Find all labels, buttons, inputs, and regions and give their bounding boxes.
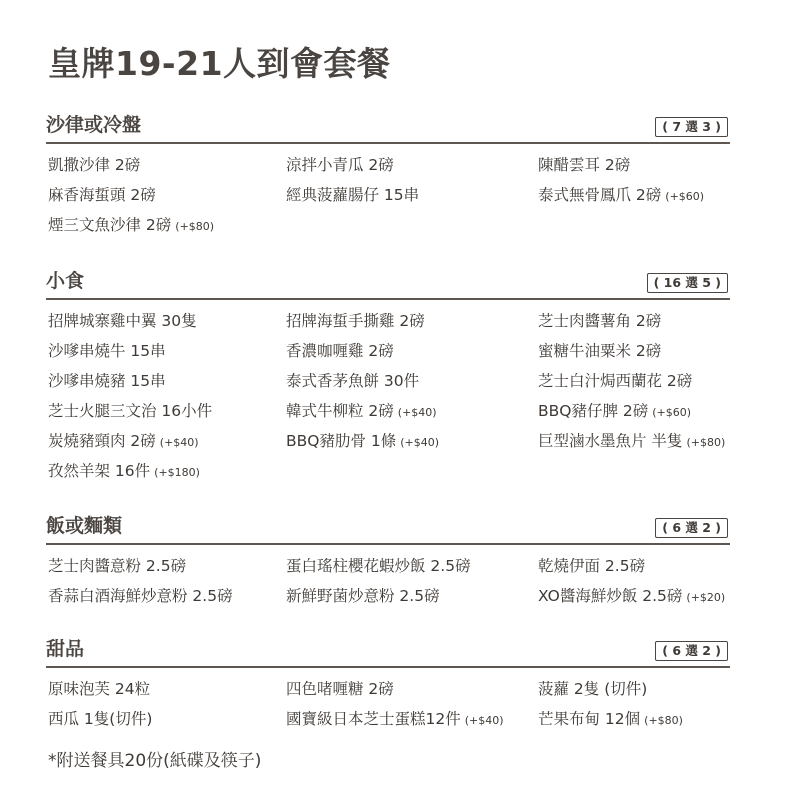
section-title: 甜品 [46,638,85,660]
menu-items [46,545,730,611]
surcharge-label: (+$40) [159,436,199,449]
section-title: 沙律或冷盤 [46,114,142,136]
menu-item [48,456,200,488]
menu-item [538,180,704,212]
menu-item [286,551,471,581]
menu-row [46,674,730,704]
menu-item [48,396,212,426]
surcharge-label: (+$40) [397,406,437,419]
menu-item-name: XO醬海鮮炒飯 2.5磅 [538,587,683,605]
menu-item [538,150,630,180]
menu-item [48,336,166,366]
menu-item [48,180,156,210]
menu-item [538,336,661,366]
menu-row [46,581,730,611]
menu-item-name: 經典菠蘿腸仔 15串 [286,186,420,204]
menu-item-name: 招牌城寨雞中翼 30隻 [48,312,197,330]
menu-row [46,426,730,456]
menu-item-name: 涼拌小青瓜 2磅 [286,156,394,174]
menu-item-name: 沙嗲串燒豬 15串 [48,372,166,390]
section-dessert [46,638,730,734]
menu-item-name: 芝士白汁焗西蘭花 2磅 [538,372,693,390]
menu-item-name: 芝士肉醬薯角 2磅 [538,312,662,330]
menu-item-name: 香蒜白酒海鮮炒意粉 2.5磅 [48,587,233,605]
menu-row [46,366,730,396]
menu-item-name: 陳醋雲耳 2磅 [538,156,631,174]
section-header [46,270,730,300]
menu-item [286,180,419,210]
section-snacks [46,270,730,486]
page-title: 皇牌19-21人到會套餐 [48,44,391,83]
menu-item [48,581,233,611]
menu-item [286,336,394,366]
menu-item [48,674,150,704]
menu-item [286,150,394,180]
menu-item [48,551,186,581]
choice-badge: ( 16 選 5 ) [647,273,728,293]
section-rice-noodles [46,515,730,611]
menu-item [286,396,437,428]
menu-item [286,306,425,336]
section-header [46,638,730,668]
menu-item-name: 芝士火腿三文治 16小件 [48,402,213,420]
menu-item [286,426,439,458]
menu-item-name: 麻香海蜇頭 2磅 [48,186,156,204]
menu-item-name: 煙三文魚沙律 2磅 [48,216,172,234]
menu-item-name: 孜然羊架 16件 [48,462,151,480]
menu-item-name: 國寶級日本芝士蛋糕12件 [286,710,461,728]
menu-item-name: 沙嗲串燒牛 15串 [48,342,166,360]
menu-item-name: 泰式香茅魚餅 30件 [286,372,420,390]
section-title: 飯或麵類 [46,515,123,537]
menu-item [538,674,647,704]
menu-item-name: 炭燒豬頸肉 2磅 [48,432,156,450]
section-header [46,114,730,144]
menu-item-name: 原味泡芙 24粒 [48,680,151,698]
menu-item-name: 四色啫喱糖 2磅 [286,680,394,698]
surcharge-label: (+$40) [400,436,440,449]
menu-item-name: 蜜糖牛油粟米 2磅 [538,342,662,360]
menu-item-name: BBQ豬仔脾 2磅 [538,402,649,420]
menu-item-name: 凱撒沙律 2磅 [48,156,141,174]
surcharge-label: (+$180) [154,466,200,479]
menu-row [46,336,730,366]
menu-item [48,426,199,458]
surcharge-label: (+$60) [665,190,705,203]
menu-item-name: 芒果布甸 12個 [538,710,641,728]
choice-badge: ( 7 選 3 ) [655,117,728,137]
menu-item [48,704,152,734]
menu-item [538,581,725,613]
menu-item [538,306,661,336]
menu-row [46,210,730,240]
menu-item [48,150,140,180]
menu-item [286,704,504,736]
choice-badge: ( 6 選 2 ) [655,518,728,538]
menu-item [538,366,692,396]
section-title: 小食 [46,270,85,292]
menu-item-name: 香濃咖喱雞 2磅 [286,342,394,360]
surcharge-label: (+$80) [644,714,683,727]
menu-row [46,551,730,581]
menu-row [46,180,730,210]
surcharge-label: (+$20) [686,591,726,604]
menu-item [538,396,691,428]
footnote: *附送餐具20份(紙碟及筷子) [48,751,262,771]
menu-item [48,210,214,242]
menu-row [46,704,730,734]
menu-item-name: BBQ豬肋骨 1條 [286,432,397,450]
menu-item-name: 招牌海蜇手撕雞 2磅 [286,312,425,330]
menu-item-name: 乾燒伊面 2.5磅 [538,557,646,575]
menu-items [46,144,730,240]
surcharge-label: (+$40) [464,714,504,727]
menu-row [46,150,730,180]
menu-item [286,366,419,396]
menu-item [48,306,197,336]
surcharge-label: (+$60) [652,406,692,419]
menu-items [46,668,730,734]
section-salad [46,114,730,240]
menu-item [286,674,394,704]
surcharge-label: (+$80) [175,220,215,233]
menu-item-name: 蛋白瑤柱櫻花蝦炒飯 2.5磅 [286,557,471,575]
menu-item [48,366,166,396]
section-header [46,515,730,545]
menu-item-name: 菠蘿 2隻 (切件) [538,680,648,698]
menu-item-name: 韓式牛柳粒 2磅 [286,402,394,420]
choice-badge: ( 6 選 2 ) [655,641,728,661]
menu-row [46,396,730,426]
menu-row [46,456,730,486]
menu-item-name: 泰式無骨鳳爪 2磅 [538,186,662,204]
menu-item [538,426,725,458]
menu-item-name: 西瓜 1隻(切件) [48,710,153,728]
menu-items [46,300,730,486]
menu-item-name: 巨型滷水墨魚片 半隻 [538,432,683,450]
menu-item-name: 芝士肉醬意粉 2.5磅 [48,557,187,575]
surcharge-label: (+$80) [686,436,726,449]
menu-item [286,581,440,611]
menu-item [538,551,645,581]
menu-row [46,306,730,336]
menu-item [538,704,683,736]
menu-item-name: 新鮮野菌炒意粉 2.5磅 [286,587,440,605]
